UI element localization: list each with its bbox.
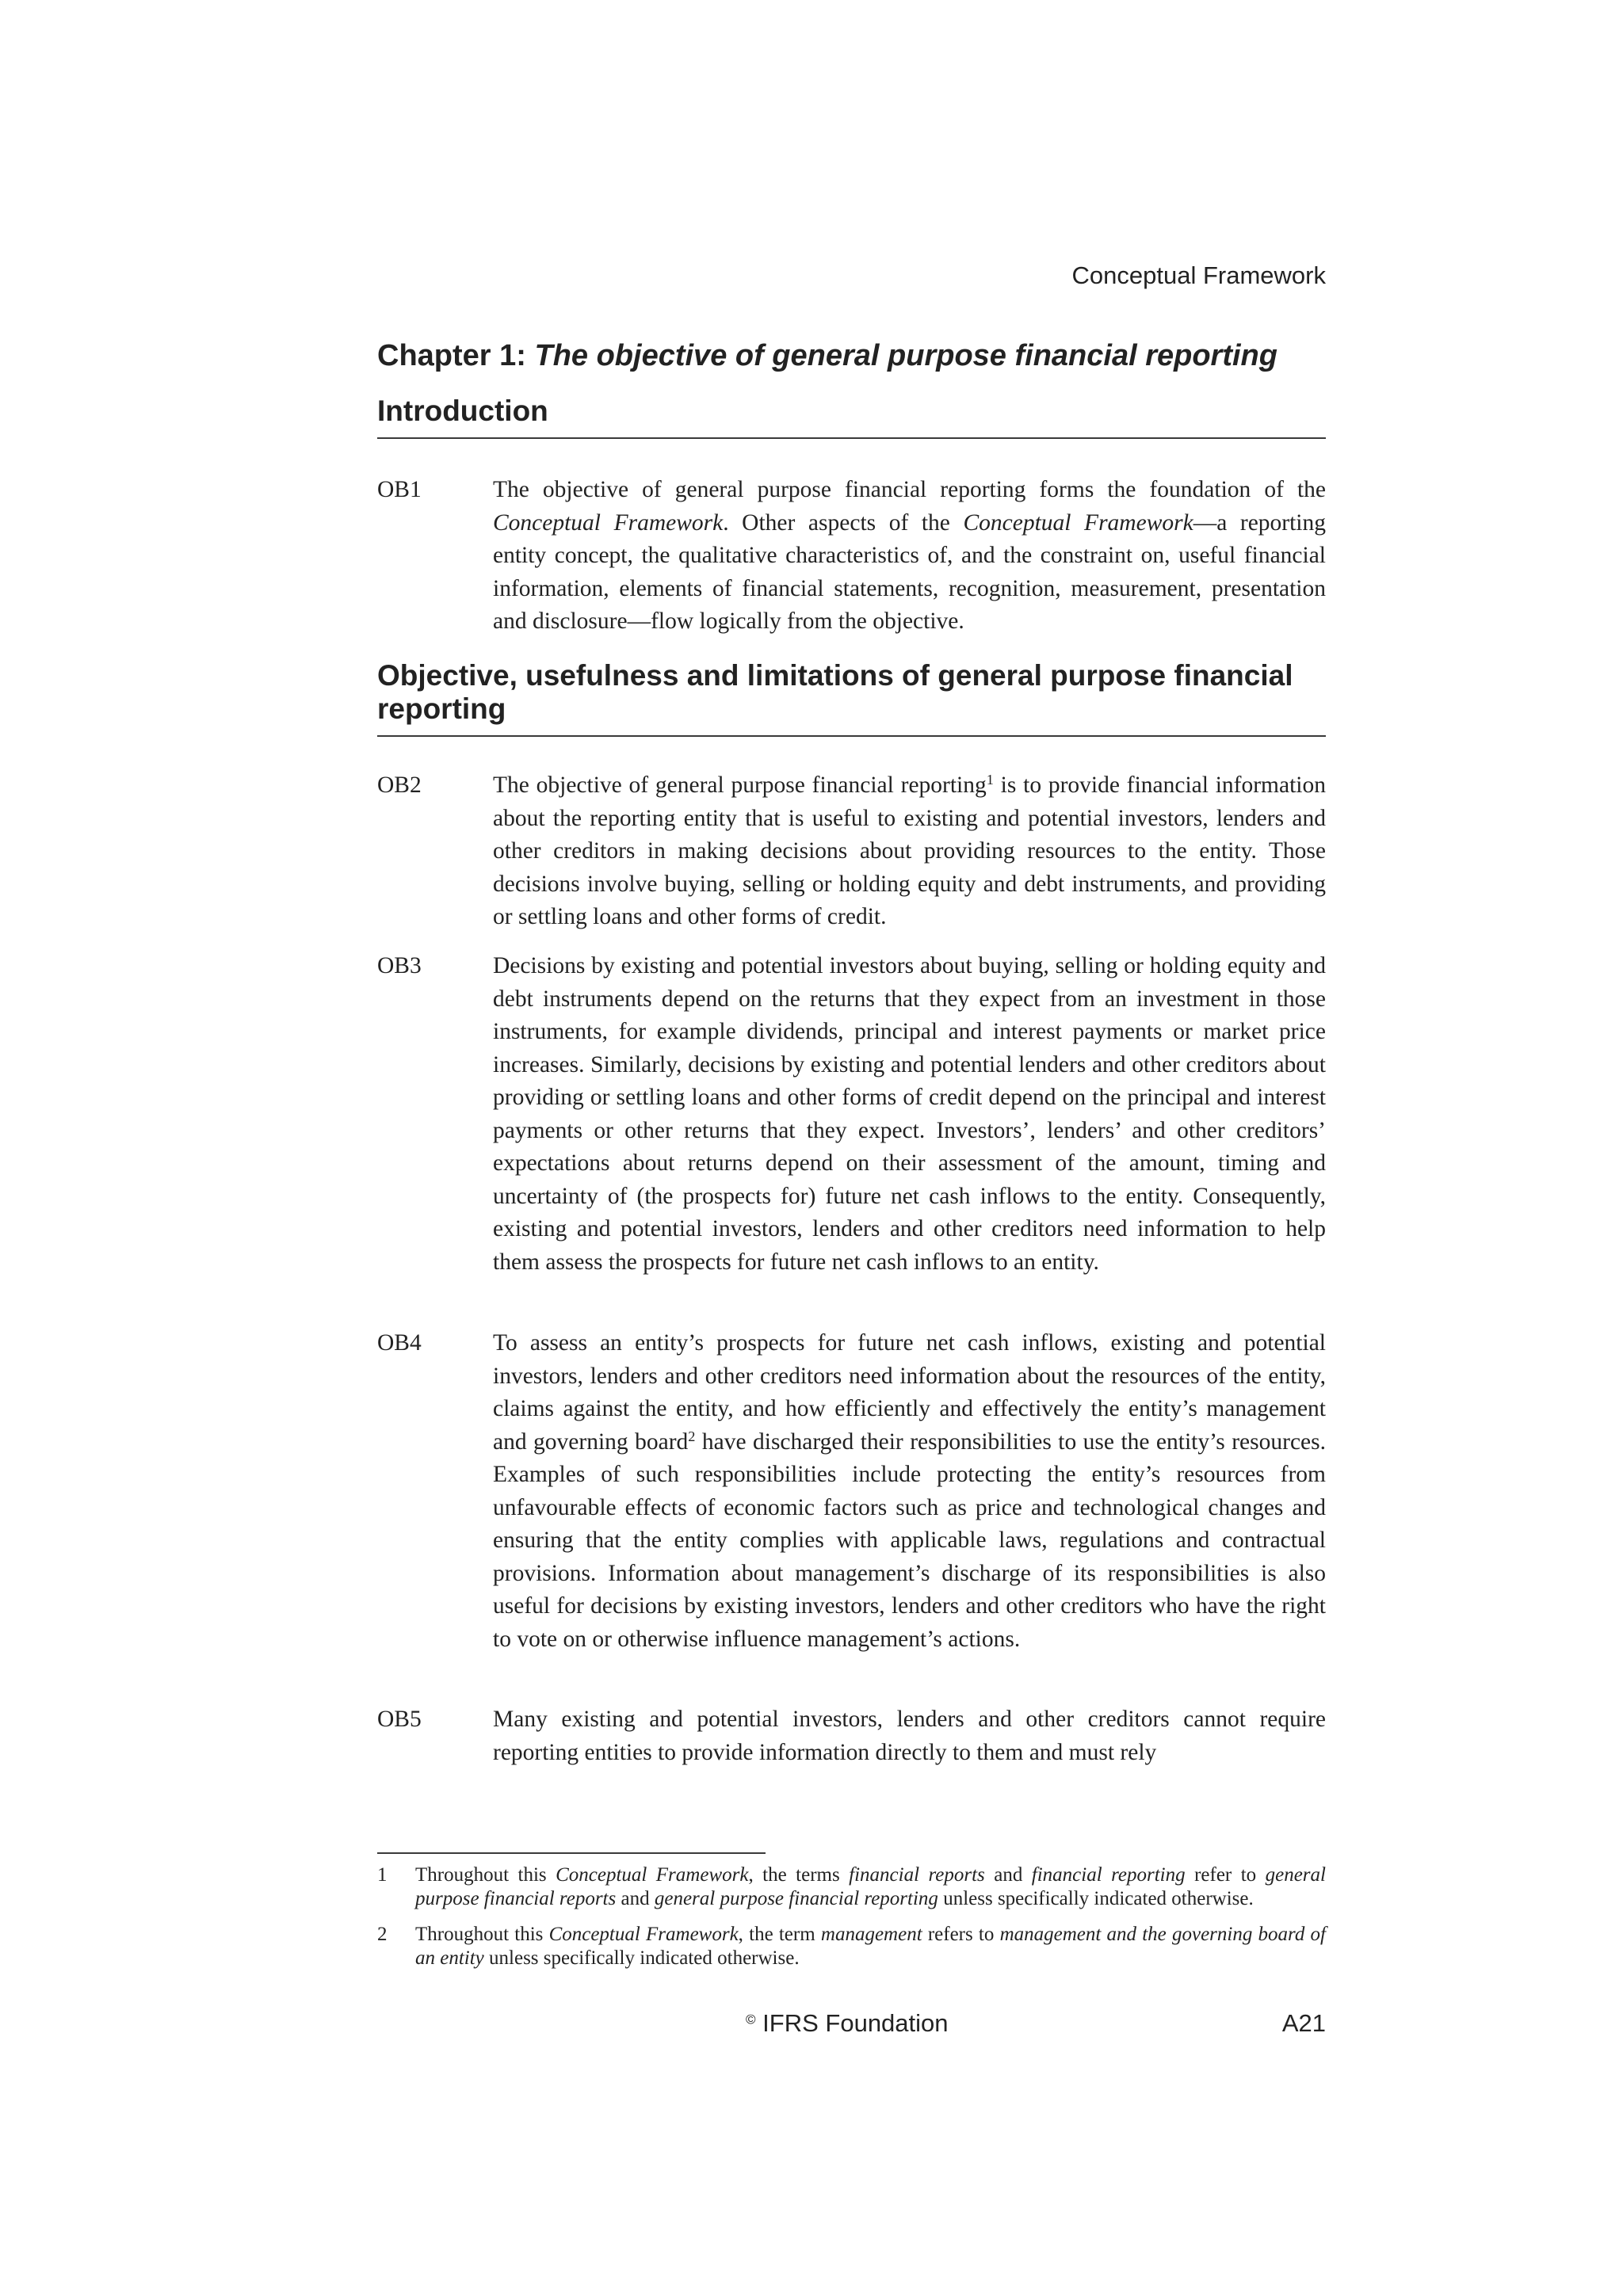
footnote-number: 2	[377, 1924, 388, 1945]
text-run: and	[616, 1888, 655, 1909]
paragraph-text: Many existing and potential investors, lenders and other creditors cannot require reporting entities to provide information directly to them and must rely	[493, 1707, 1326, 1765]
paragraph-ob3	[377, 950, 1326, 1279]
running-header: Conceptual Framework	[1071, 261, 1326, 289]
italic-run: Conceptual Framework	[963, 509, 1193, 536]
paragraph-ob2	[377, 769, 1326, 934]
page-number: A21	[1281, 2009, 1326, 2037]
paragraph-ob5	[377, 1703, 1326, 1769]
text-run: and	[984, 1864, 1032, 1886]
footnote-ref-2[interactable]: 2	[688, 1428, 696, 1444]
footnote-2	[377, 1923, 1326, 1970]
paragraph-ob1	[377, 474, 1326, 639]
publisher-name: IFRS Foundation	[755, 2009, 949, 2037]
paragraph-number: OB4	[377, 1330, 422, 1356]
paragraph-text: Decisions by existing and potential investors about buying, selling or holding equity and debt instruments depend on the returns that they expect from an investment in those instruments, for example dividends, principal and interest payments or market price increases. Similarly, decisions by existing and potential lenders and other creditors about providing or settling loans and other forms of credit depend on the principal and interest payments or other returns that they expect. Investors’, lenders’ and other creditors’ expectations about returns depend on their assessment of the amount, timing and uncertainty of (the prospects for) future net cash inflows to the entity. Consequently, existing and potential investors, lenders and other creditors need information to help them assess the prospects for future net cash inflows to an entity.	[493, 953, 1326, 1275]
chapter-name: The objective of general purpose financial reporting	[534, 339, 1277, 372]
paragraph-number: OB5	[377, 1707, 422, 1732]
footnote-text	[415, 1923, 1326, 1970]
italic-run: management and the governing board of an entity	[415, 1924, 1326, 1969]
text-run: . Other aspects of the	[723, 509, 964, 536]
paragraph-ob4	[377, 1327, 1326, 1656]
text-run: have discharged their responsibilities to use the entity’s resources. Examples of such responsibilities include protecting the entity’s resources from unfavourable effects of economic factors such as price and technological changes and ensuring that the entity complies with applicable laws, regulations and contractual provisions. Information about management’s discharge of its responsibilities is also useful for decisions by existing investors, lenders and other creditors who have the right to vote on or otherwise influence management’s actions.	[493, 1428, 1327, 1652]
text-run: , the terms	[748, 1864, 850, 1886]
paragraph-text	[493, 1327, 1326, 1656]
footnote-number: 1	[377, 1864, 388, 1886]
text-run: The objective of general purpose financial reporting	[493, 772, 987, 798]
text-run: Throughout this	[415, 1924, 549, 1945]
italic-run: Conceptual Framework	[493, 509, 724, 536]
chapter-prefix: Chapter 1:	[377, 339, 535, 372]
text-run: unless specifically indicated otherwise.	[483, 1947, 800, 1969]
copyright-line	[746, 2009, 949, 2038]
paragraph-number: OB3	[377, 953, 422, 978]
text-run: is to provide financial information about the reporting entity that is useful to existing and potential investors, lenders and other creditors in making decisions about providing resources to the entity. Those decisions involve buying, selling or holding equity and debt instruments, and providing or settling loans and other forms of credit.	[493, 772, 1326, 929]
italic-run: financial reports	[849, 1864, 985, 1886]
section-heading-introduction: Introduction	[377, 395, 1326, 439]
italic-run: general purpose financial reports	[415, 1864, 1326, 1909]
footnote-divider	[377, 1852, 766, 1854]
copyright-symbol: ©	[746, 2012, 756, 2027]
text-run: —a reporting entity concept, the qualitative characteristics of, and the constraint on, useful financial information, elements of financial statements, recognition, measurement, presentation and disclosure—flow logically from the objective.	[493, 509, 1327, 634]
italic-run: general purpose financial reporting	[654, 1888, 938, 1909]
text-run: unless specifically indicated otherwise.	[938, 1888, 1254, 1909]
text-run: To assess an entity’s prospects for future net cash inflows, existing and potential investors, lenders and other creditors need information about the resources of the entity, claims against the entity, and how efficiently and effectively the entity’s management and governing board	[493, 1330, 1326, 1455]
text-run: , the term	[738, 1924, 821, 1945]
text-run: The objective of general purpose financial reporting forms the foundation of the	[493, 477, 1326, 502]
text-run: refer to	[1185, 1864, 1266, 1886]
footnote-1	[377, 1863, 1326, 1911]
italic-run: Conceptual Framework	[548, 1924, 739, 1945]
chapter-title	[377, 339, 1326, 373]
footnote-text	[415, 1863, 1326, 1911]
italic-run: Conceptual Framework	[556, 1864, 749, 1886]
paragraph-text	[493, 769, 1326, 934]
footnote-ref-1[interactable]: 1	[986, 771, 994, 788]
text-run: Throughout this	[415, 1864, 556, 1886]
italic-run: financial reporting	[1031, 1864, 1186, 1886]
paragraph-text	[493, 474, 1326, 639]
paragraph-number: OB2	[377, 772, 422, 798]
section-heading-objective: Objective, usefulness and limitations of general purpose financial reporting	[377, 659, 1326, 737]
paragraph-number: OB1	[377, 477, 422, 502]
text-run: refers to	[922, 1924, 1000, 1945]
italic-run: management	[820, 1924, 922, 1945]
